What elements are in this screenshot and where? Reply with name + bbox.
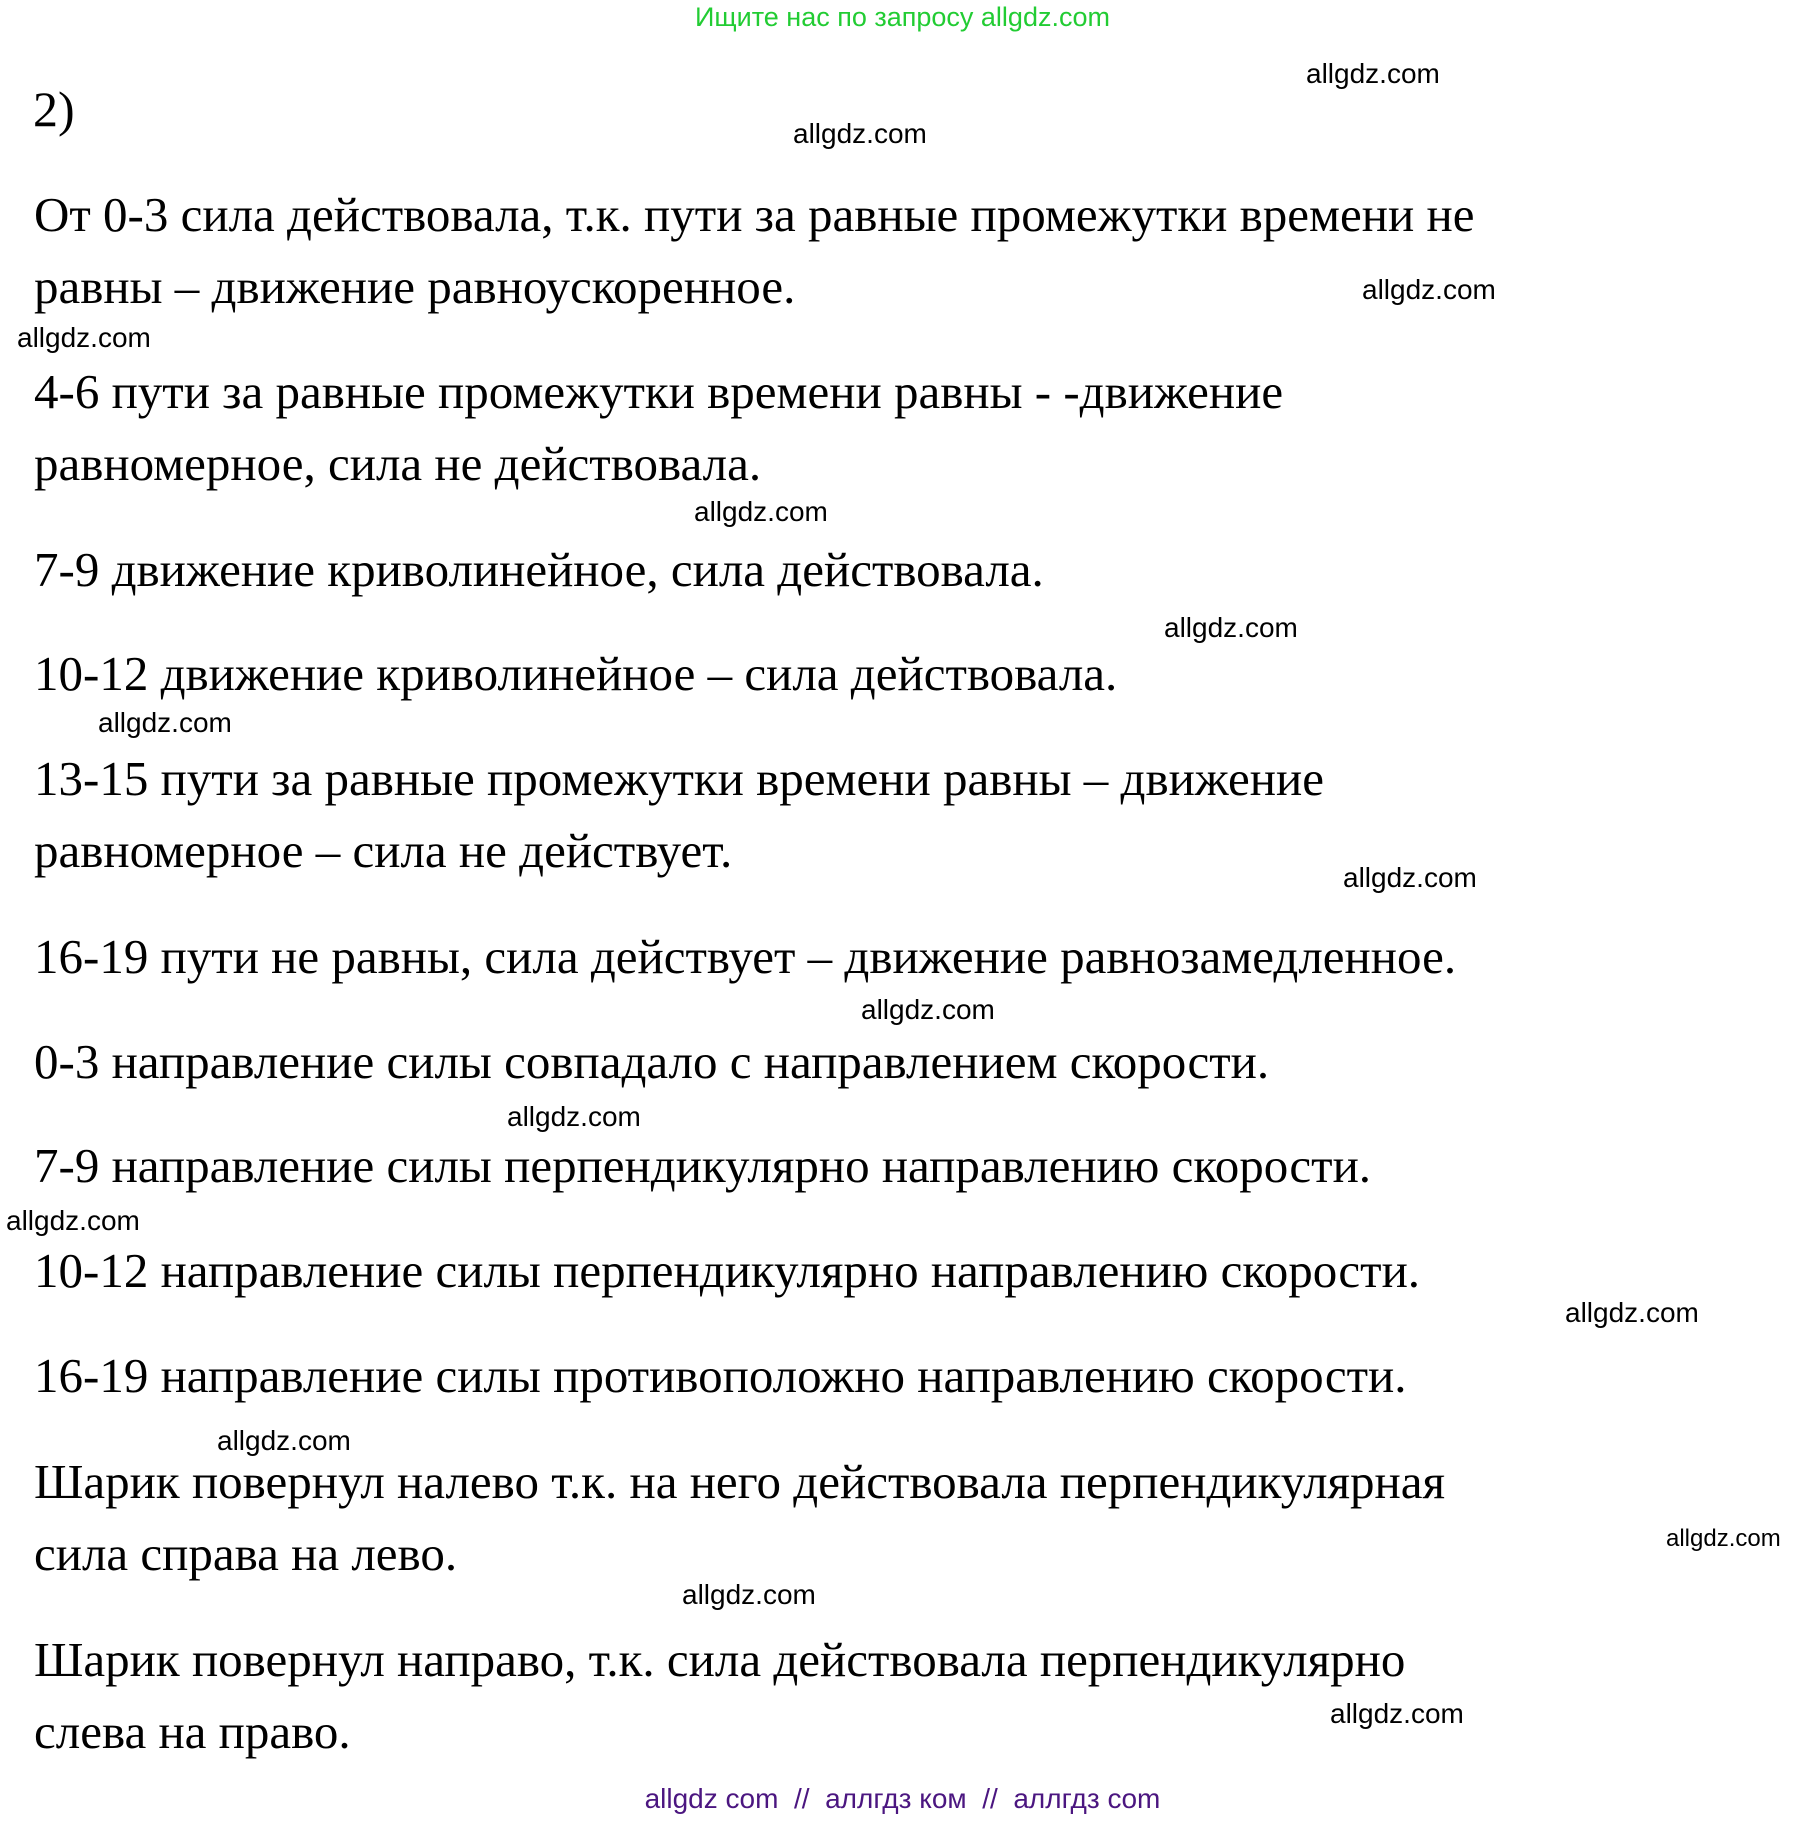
text-line: сила справа на лево. bbox=[34, 1526, 458, 1581]
text-line: равномерное – сила не действует. bbox=[34, 823, 733, 878]
watermark: allgdz.com bbox=[17, 322, 151, 353]
watermark: allgdz.com bbox=[1306, 58, 1440, 89]
text-line: 13-15 пути за равные промежутки времени равны – движение bbox=[34, 751, 1324, 806]
text-line: 7-9 движение криволинейное, сила действовала. bbox=[34, 542, 1044, 597]
text-line: 10-12 движение криволинейное – сила действовала. bbox=[34, 646, 1118, 701]
watermark: allgdz.com bbox=[861, 994, 995, 1025]
watermark: allgdz.com bbox=[1164, 612, 1298, 643]
text-line: Шарик повернул налево т.к. на него действовала перпендикулярная bbox=[34, 1454, 1446, 1509]
footer-watermark: allgdz com // аллгдз ком // аллгдз com bbox=[644, 1783, 1161, 1814]
watermark: allgdz.com bbox=[694, 496, 828, 527]
watermark: allgdz.com bbox=[1666, 1525, 1781, 1552]
text-line: 4-6 пути за равные промежутки времени равны - -движение bbox=[34, 364, 1284, 419]
text-line: 7-9 направление силы перпендикулярно направлению скорости. bbox=[34, 1138, 1372, 1193]
text-line: 16-19 пути не равны, сила действует – движение равнозамедленное. bbox=[34, 929, 1457, 984]
watermark: allgdz.com bbox=[1565, 1297, 1699, 1328]
text-line: 0-3 направление силы совпадало с направлением скорости. bbox=[34, 1034, 1270, 1089]
text-line: слева на право. bbox=[34, 1704, 351, 1759]
watermark: allgdz.com bbox=[682, 1579, 816, 1610]
watermark: allgdz.com bbox=[507, 1101, 641, 1132]
watermark: allgdz.com bbox=[6, 1205, 140, 1236]
text-line: От 0-3 сила действовала, т.к. пути за равные промежутки времени не bbox=[34, 187, 1475, 242]
search-banner: Ищите нас по запросу allgdz.com bbox=[695, 2, 1110, 32]
watermark: allgdz.com bbox=[793, 118, 927, 149]
text-line: 10-12 направление силы перпендикулярно направлению скорости. bbox=[34, 1243, 1421, 1298]
watermark: allgdz.com bbox=[98, 707, 232, 738]
task-number: 2) bbox=[33, 81, 75, 137]
watermark: allgdz.com bbox=[217, 1425, 351, 1456]
watermark: allgdz.com bbox=[1362, 274, 1496, 305]
text-line: равны – движение равноускоренное. bbox=[34, 259, 796, 314]
watermark: allgdz.com bbox=[1343, 862, 1477, 893]
text-line: равномерное, сила не действовала. bbox=[34, 436, 762, 491]
text-line: 16-19 направление силы противоположно направлению скорости. bbox=[34, 1348, 1407, 1403]
text-line: Шарик повернул направо, т.к. сила действовала перпендикулярно bbox=[34, 1632, 1406, 1687]
watermark: allgdz.com bbox=[1330, 1698, 1464, 1729]
